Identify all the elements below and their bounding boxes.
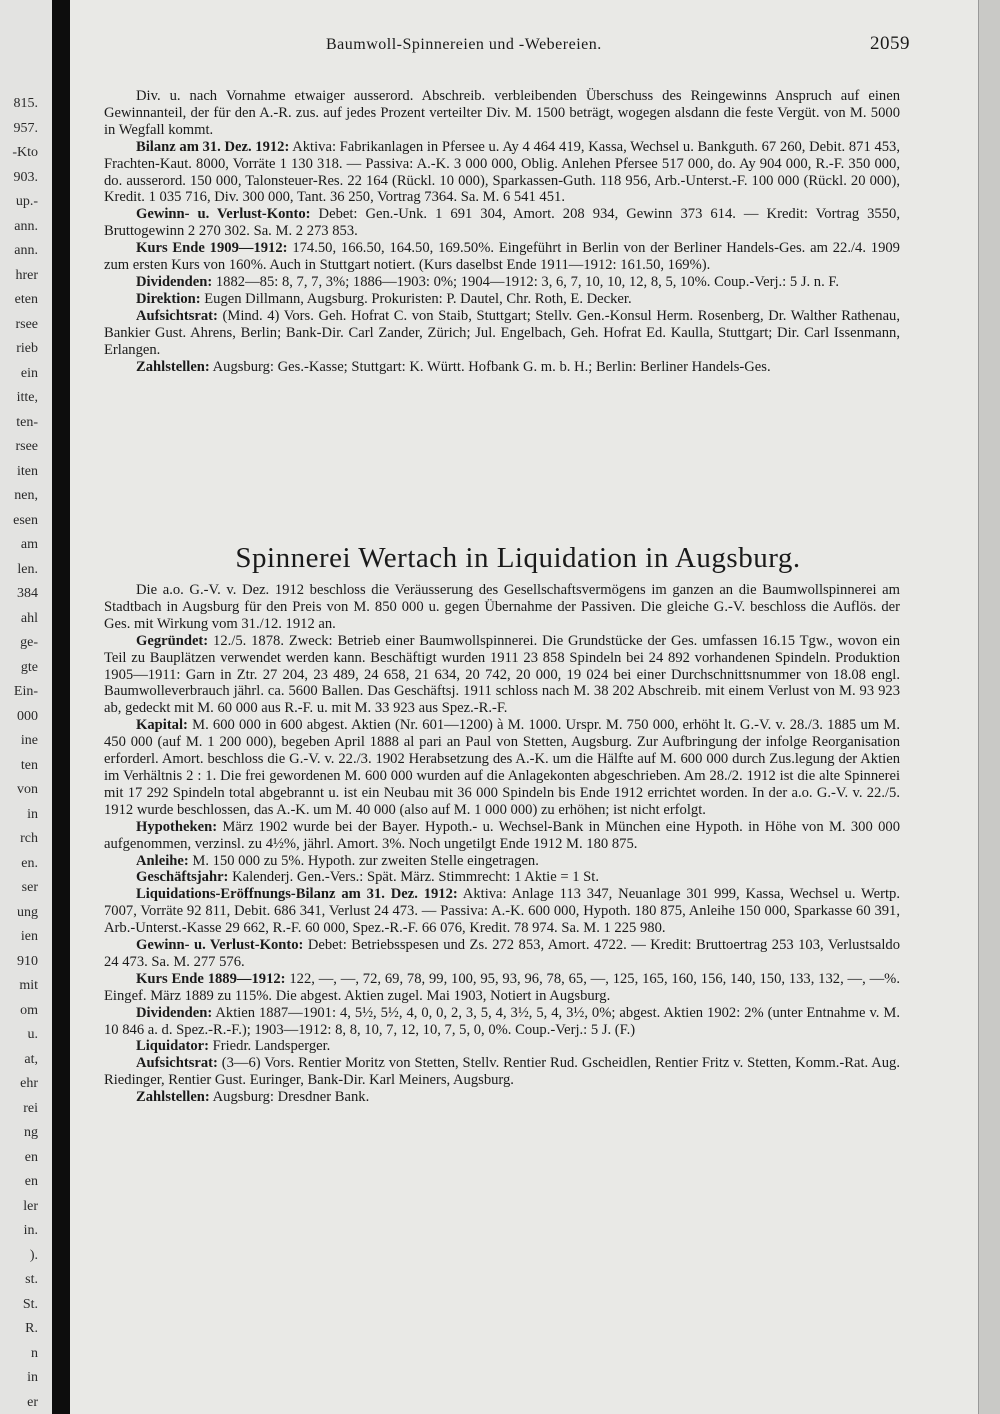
paragraph-heading: Anleihe: xyxy=(136,852,189,869)
previous-page-line: in. xyxy=(23,1223,38,1239)
previous-page-line: er xyxy=(27,1395,38,1410)
previous-page-line: 384 xyxy=(17,586,38,602)
paragraph xyxy=(104,1089,900,1106)
paragraph-heading: Gewinn- u. Verlust-Konto: xyxy=(136,937,304,954)
paragraph-heading: Kurs Ende 1889—1912: xyxy=(136,970,286,987)
previous-page-line: ten xyxy=(20,757,38,773)
previous-page-line: rieb xyxy=(16,341,38,357)
paragraph-heading: Bilanz am 31. Dez. 1912: xyxy=(136,138,290,155)
paragraph xyxy=(104,869,900,886)
paragraph-text: Debet: Betriebsspesen und Zs. 272 853, Amort. 4722. — Kredit: Bruttoertrag 253 103, Verlustsaldo 24 473. Sa. M. 277 576. xyxy=(104,937,900,970)
paragraph-heading: Liquidator: xyxy=(136,1038,209,1055)
previous-page-line: en xyxy=(24,1149,38,1165)
paragraph-heading: Dividenden: xyxy=(136,273,213,290)
page-edge xyxy=(978,0,1000,1414)
previous-page-line: ser xyxy=(21,880,38,896)
paragraph xyxy=(104,88,900,139)
paragraph-heading: Zahlstellen: xyxy=(136,358,210,375)
previous-page-line: st. xyxy=(25,1272,38,1288)
paragraph xyxy=(104,717,900,818)
previous-page-line: ). xyxy=(29,1247,38,1263)
page-number: 2059 xyxy=(870,33,910,54)
previous-page-line: om xyxy=(20,1002,38,1018)
previous-page-line: iten xyxy=(17,463,38,479)
paragraph xyxy=(104,240,900,274)
paragraph-text: Debet: Gen.-Unk. 1 691 304, Amort. 208 934, Gewinn 373 614. — Kredit: Vortrag 3550, Bruttogewinn 2 270 302. Sa. M. 2 273 853. xyxy=(104,206,900,240)
paragraph xyxy=(104,971,900,1005)
paragraph-heading: Aufsichtsrat: xyxy=(136,307,218,324)
previous-page-line: ann. xyxy=(14,218,38,234)
previous-page-line: St. xyxy=(22,1296,38,1312)
previous-page-fragment xyxy=(0,0,52,1414)
paragraph-heading: Zahlstellen: xyxy=(136,1089,210,1106)
paragraph xyxy=(104,1055,900,1089)
previous-page-line: gte xyxy=(20,659,38,675)
previous-page-line: nen, xyxy=(14,488,38,504)
previous-page-line: ann. xyxy=(14,243,38,259)
previous-page-line: ng xyxy=(24,1125,38,1141)
previous-page-line: R. xyxy=(25,1321,38,1337)
previous-page-line: esen xyxy=(13,512,38,528)
paragraph xyxy=(104,206,900,240)
paragraph-text: Augsburg: Dresdner Bank. xyxy=(209,1089,370,1106)
paragraph-text: Aktiva: Fabrikanlagen in Pfersee u. Ay 4 464 419, Kassa, Wechsel u. Bankguth. 67 260, Debit. 871 453, Frachten-Kaut. 8000, Vorräte 1 130 318. — Passiva: A.-K. 3 000 000, Oblig. Anlehen Pfersee 517 000, do. Ay 904 000, R.-F. 350 000, do. ausserord. 150 000, Talonsteuer-Res. 22 164 (Rückl. 10 000), Sparkassen-Guth. 118 956, Arb.-Unterst.-F. 100 000 (Rückl. 20 000), Kredit. 1 035 716, Div. 300 000, Tant. 36 250, Vortrag 7364. Sa. M. 6 541 451. xyxy=(104,138,900,206)
previous-page-line: ung xyxy=(17,904,38,920)
previous-page-line: en xyxy=(24,1174,38,1190)
previous-page-line: 910 xyxy=(17,953,38,969)
previous-page-line: ten- xyxy=(16,414,38,430)
previous-page-line: ge- xyxy=(20,635,38,651)
paragraph-heading: Aufsichtsrat: xyxy=(136,1055,218,1072)
paragraph-heading: Liquidations-Eröffnungs-Bilanz am 31. Dez. 1912: xyxy=(136,886,458,903)
previous-page-line: hrer xyxy=(15,267,38,283)
book-gutter xyxy=(52,0,70,1414)
paragraph-heading: Kurs Ende 1909—1912: xyxy=(136,240,288,257)
paragraph-text: Kalenderj. Gen.-Vers.: Spät. März. Stimmrecht: 1 Aktie = 1 St. xyxy=(228,869,599,886)
section-2-title: Spinnerei Wertach in Liquidation in Augsburg. xyxy=(235,542,801,574)
paragraph-text: (3—6) Vors. Rentier Moritz von Stetten, Stellv. Rentier Rud. Gscheidlen, Rentier Fritz v. Stetten, Komm.-Rat. Aug. Riedinger, Rentier Gust. Euringer, Bank-Dir. Karl Meiners, Augsburg. xyxy=(104,1055,900,1089)
paragraph-text: 122, —, —, 72, 69, 78, 99, 100, 95, 93, 96, 78, 65, —, 125, 165, 160, 156, 140, 150, 133, 132, —, —%. Eingef. März 1889 zu 115%. Die abgest. Aktien zugel. Mai 1903, Notiert in Augsburg. xyxy=(104,970,900,1004)
paragraph xyxy=(104,633,900,718)
previous-page-line: -Kto xyxy=(12,145,38,161)
previous-page-line: en. xyxy=(21,855,38,871)
previous-page-line: len. xyxy=(17,561,38,577)
paragraph-heading: Gewinn- u. Verlust-Konto: xyxy=(136,206,311,223)
paragraph xyxy=(104,1005,900,1039)
paragraph xyxy=(104,1038,900,1055)
previous-page-line: itte, xyxy=(16,390,38,406)
paragraph-text: (Mind. 4) Vors. Geh. Hofrat C. von Staib, Stuttgart; Stellv. Gen.-Konsul Herm. Rosenberg, Dr. Walther Rathenau, Bankier Gust. Ahrens, Berlin; Bank-Dir. Carl Zander, Zürich; Jul. Engelbach, Geh. Hofrat Ed. Kaulla, Stuttgart; Dir. Carl Issenmann, Erlangen. xyxy=(104,307,900,358)
paragraph xyxy=(104,359,900,376)
previous-page-line: 957. xyxy=(13,120,38,136)
previous-page-line: ler xyxy=(23,1198,38,1214)
previous-page-line: in xyxy=(27,806,38,822)
paragraph-text: Friedr. Landsperger. xyxy=(208,1038,331,1055)
previous-page-line: ein xyxy=(20,365,38,381)
previous-page-line: u. xyxy=(27,1027,38,1043)
previous-page-line: n xyxy=(31,1345,38,1361)
paragraph-text: März 1902 wurde bei der Bayer. Hypoth.- u. Wechsel-Bank in München eine Hypoth. in Höhe von M. 300 000 aufgenommen, verzinsl. zu 4½%, jährl. Amort. 3%. Noch ungetilgt Ende 1912 M. 180 875. xyxy=(104,818,900,852)
paragraph-text: Die a.o. G.-V. v. Dez. 1912 beschloss die Veräusserung des Gesellschaftsvermögens im ganzen an die Baumwollspinnerei am Stadtbach in Augsburg für den Preis von M. 850 000 u. gegen Übernahme der Passiven. Die gleiche G.-V. beschloss die Auflös. der Ges. mit Wirkung vom 31./12. 1912 an. xyxy=(104,582,900,632)
paragraph-text: 1882—85: 8, 7, 7, 3%; 1886—1903: 0%; 1904—1912: 3, 6, 7, 10, 10, 12, 8, 5, 10%. Coup.-Verj.: 5 J. n. F. xyxy=(212,273,839,290)
paragraph xyxy=(104,886,900,937)
paragraph-text: Aktiva: Anlage 113 347, Neuanlage 301 999, Kassa, Wechsel u. Wertp. 7007, Vorräte 92 811, Debit. 686 341, Verlust 24 473. — Passiva: A.-K. 600 000, Hypoth. 180 875, Anleihe 150 000, Sparkasse 60 391, Arb.-Unterst.-Kasse 29 662, R.-F. 60 000, Spez.-R.-F. 66 076, Kredit. 78 974. Sa. M. 1 225 980. xyxy=(104,886,900,937)
section-2-text xyxy=(104,582,900,1106)
previous-page-line: ahl xyxy=(20,610,38,626)
paragraph xyxy=(104,139,900,207)
previous-page-line: in xyxy=(27,1370,38,1386)
paragraph xyxy=(104,291,900,308)
previous-page-line: mit xyxy=(19,978,38,994)
previous-page-line: rsee xyxy=(15,316,38,332)
paragraph-heading: Gegründet: xyxy=(136,632,209,649)
previous-page-line: 000 xyxy=(17,708,38,724)
page xyxy=(70,0,1000,1414)
paragraph xyxy=(104,274,900,291)
previous-page-line: 815. xyxy=(13,96,38,111)
previous-page-line: rei xyxy=(23,1100,38,1116)
paragraph-text: M. 600 000 in 600 abgest. Aktien (Nr. 601—1200) à M. 1000. Urspr. M. 750 000, erhöht lt. G.-V. v. 28./3. 1885 um M. 450 000 (auf M. 1 200 000), begeben April 1888 al pari an Paul von Stetten, Augsburg. Zur Aufbringung der infolge Reorganisation erforderl. Amort. beschloss die G.-V. v. 22./3. 1902 Herabsetzung des A.-K. um die Hälfte auf M. 600 000 durch Zus.legung der Aktien im Verhältnis 2 : 1. Die frei gewordenen M. 600 000 wurden auf die Anlagekonten abgeschrieben. Am 28./2. 1912 ist die alte Spinnerei mit 17 292 Spindeln total abgebrannt u. ist ein Neubau mit 36 000 Spindeln bis Ende 1912 errichtet worden. In der a.o. G.-V. v. 22./5. 1912 wurde beschlossen, das A.-K. um M. 40 000 (also auf M. 1 000 000) zu erhöhen; ist nicht erfolgt. xyxy=(104,717,900,818)
previous-page-line: rsee xyxy=(15,439,38,455)
paragraph-text: 12./5. 1878. Zweck: Betrieb einer Baumwollspinnerei. Die Grundstücke der Ges. umfassen 16.15 Tgw., wovon ein Teil zu Bauplätzen verwendet werden kann. Beschäftigt wurden 1911 23 858 Spindeln bei 24 892 vorhandenen Spindeln. Produktion 1905—1911: Garn in Ztr. 27 204, 23 489, 24 658, 21 634, 20 742, 20 000, 19 024 bei einer Durchschnittsnummer von 18.08 engl. Baumwolleverbrauch jährl. ca. 5600 Ballen. Das Geschäftsj. 1911 schloss nach M. 38 202 Abschreib. mit einem Verlust von M. 93 923 ab, gedeckt mit M. 60 000 aus R.-F. u. mit M. 33 923 aus Spez.-R.-F. xyxy=(104,632,900,717)
previous-page-line: von xyxy=(17,782,38,798)
paragraph-text: Div. u. nach Vornahme etwaiger ausserord. Abschreib. verbleibenden Überschuss des Reingewinns Anspruch auf einen Gewinnanteil, der für den A.-R. zus. auf jedes Prozent verteilter Div. M. 1500 beträgt, wogegen alsdann die feste Vergüt. von M. 5000 in Wegfall kommt. xyxy=(104,88,900,138)
previous-page-line: ine xyxy=(20,733,38,749)
running-header: Baumwoll-Spinnereien und -Webereien. xyxy=(326,36,602,53)
previous-page-line: Ein- xyxy=(13,684,38,700)
previous-page-line: 903. xyxy=(13,169,38,185)
paragraph xyxy=(104,582,900,633)
previous-page-line: rch xyxy=(20,831,38,847)
paragraph-heading: Hypotheken: xyxy=(136,818,218,835)
paragraph-text: 174.50, 166.50, 164.50, 169.50%. Eingeführt in Berlin von der Berliner Handels-Ges. am 22./4. 1909 zum ersten Kurs von 160%. Auch in Stuttgart notiert. (Kurs daselbst Ende 1911—1912: 161.50, 169%). xyxy=(104,240,900,274)
paragraph-text: M. 150 000 zu 5%. Hypoth. zur zweiten Stelle eingetragen. xyxy=(188,852,539,869)
previous-page-line: ien xyxy=(20,929,38,945)
paragraph-text: Augsburg: Ges.-Kasse; Stuttgart: K. Württ. Hofbank G. m. b. H.; Berlin: Berliner Handels-Ges. xyxy=(209,358,771,375)
section-1-text xyxy=(104,88,900,375)
paragraph-text: Aktien 1887—1901: 4, 5½, 5½, 4, 0, 0, 2, 3, 5, 4, 3½, 5, 4, 3½, 0%; abgest. Aktien 1902: 2% (unter Entnahme v. M. 10 846 a. d. Spez.-R.-F.); 1903—1912: 8, 8, 10, 7, 12, 10, 7, 5, 0, 0%. Coup.-Verj.: 5 J. (F.) xyxy=(104,1004,900,1038)
paragraph-text: Eugen Dillmann, Augsburg. Prokuristen: P. Dautel, Chr. Roth, E. Decker. xyxy=(200,290,632,307)
previous-page-line: at, xyxy=(24,1051,38,1067)
previous-page-line: am xyxy=(20,537,38,553)
previous-page-line: up.- xyxy=(15,194,38,210)
paragraph-heading: Kapital: xyxy=(136,717,188,734)
paragraph-heading: Direktion: xyxy=(136,290,201,307)
paragraph xyxy=(104,853,900,870)
paragraph-heading: Geschäftsjahr: xyxy=(136,869,229,886)
paragraph xyxy=(104,937,900,971)
paragraph xyxy=(104,819,900,853)
paragraph xyxy=(104,308,900,359)
paragraph-heading: Dividenden: xyxy=(136,1004,213,1021)
previous-page-line: eten xyxy=(14,292,38,308)
previous-page-line: ehr xyxy=(20,1076,38,1092)
